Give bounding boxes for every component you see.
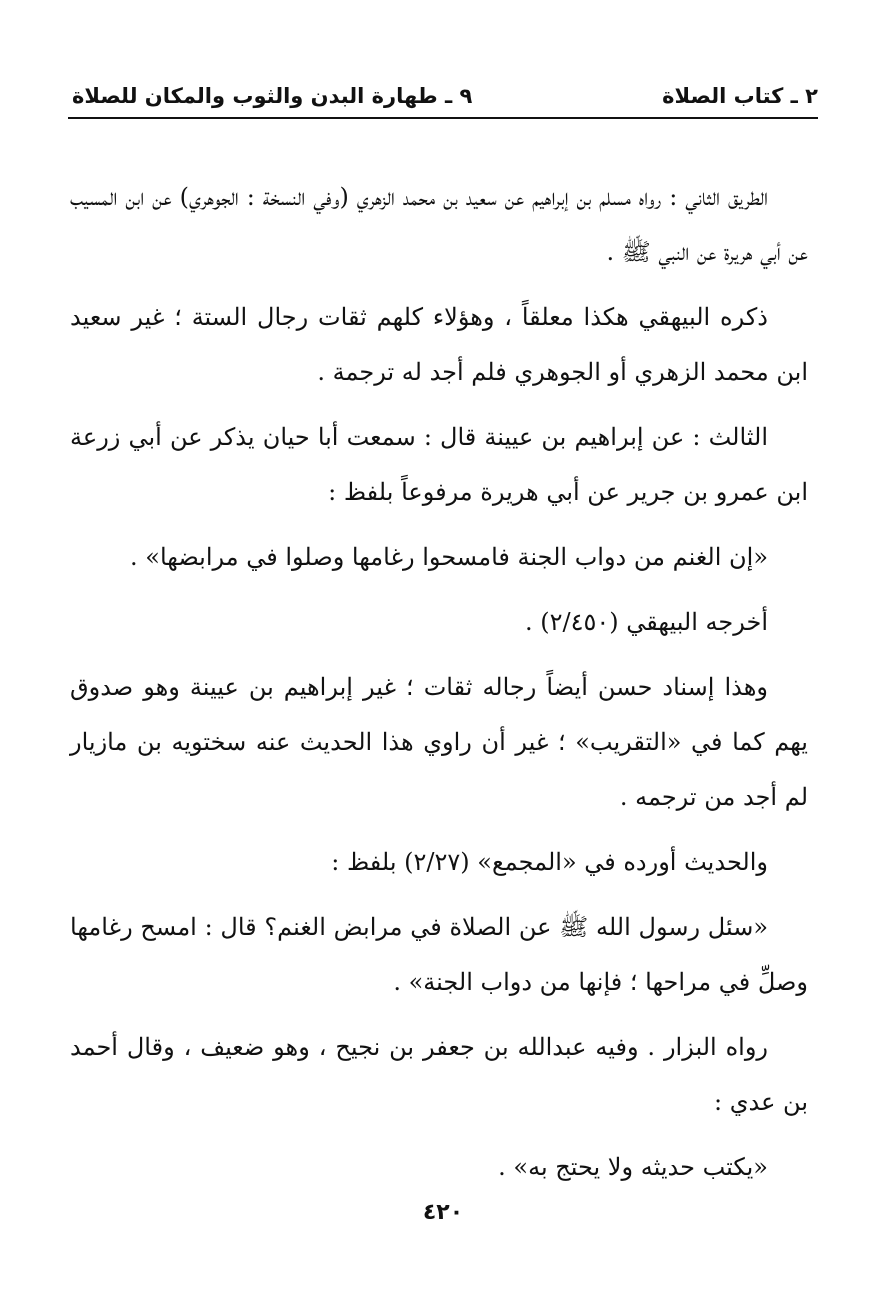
paragraph: الثالث : عن إبراهيم بن عيينة قال : سمعت أبا حيان يذكر عن أبي زرعة ابن عمرو بن جرير عن أبي هريرة مرفوعاً بلفظ : [70, 423, 808, 506]
paragraph: والحديث أورده في «المجمع» (٢/٢٧) بلفظ : [331, 848, 768, 876]
header-section-title: ٩ ـ طهارة البدن والثوب والمكان للصلاة [72, 84, 473, 108]
running-header [72, 78, 818, 114]
paragraph: رواه البزار . وفيه عبدالله بن جعفر بن نجيح ، وهو ضعيف ، وقال أحمد بن عدي : [70, 1033, 808, 1116]
quoted-hadith: «سئل رسول الله ﷺ عن الصلاة في مرابض الغنم؟ قال : امسح رغامها وصلِّ في مراحها ؛ فإنها من دواب الجنة» . [70, 913, 808, 996]
quoted-text: «يكتب حديثه ولا يحتج به» . [498, 1153, 768, 1181]
page-number: ٤٢٠ [422, 1200, 464, 1225]
paragraph: أخرجه البيهقي (٢/٤٥٠) . [524, 608, 768, 636]
paragraph: وهذا إسناد حسن أيضاً رجاله ثقات ؛ غير إبراهيم بن عيينة وهو صدوق يهم كما في «التقريب» ؛ غير أن راوي هذا الحديث عنه سختويه بن مازيار لم أجد من ترجمه . [70, 673, 808, 811]
paragraph: ذكره البيهقي هكذا معلقاً ، وهؤلاء كلهم ثقات رجال الستة ؛ غير سعيد ابن محمد الزهري أو الجوهري فلم أجد له ترجمة . [70, 303, 808, 386]
paragraph: الطريق الثاني : رواه مسلم بن إبراهيم عن سعيد بن محمد الزهري (وفي النسخة : الجوهري) عن ابن المسيب عن أبي هريرة عن النبي ﷺ . [70, 183, 808, 266]
main-text [70, 170, 808, 1205]
header-divider [68, 117, 818, 119]
header-chapter-title: ٢ ـ كتاب الصلاة [662, 84, 818, 108]
quoted-hadith: «إن الغنم من دواب الجنة فامسحوا رغامها وصلوا في مرابضها» . [130, 543, 768, 571]
